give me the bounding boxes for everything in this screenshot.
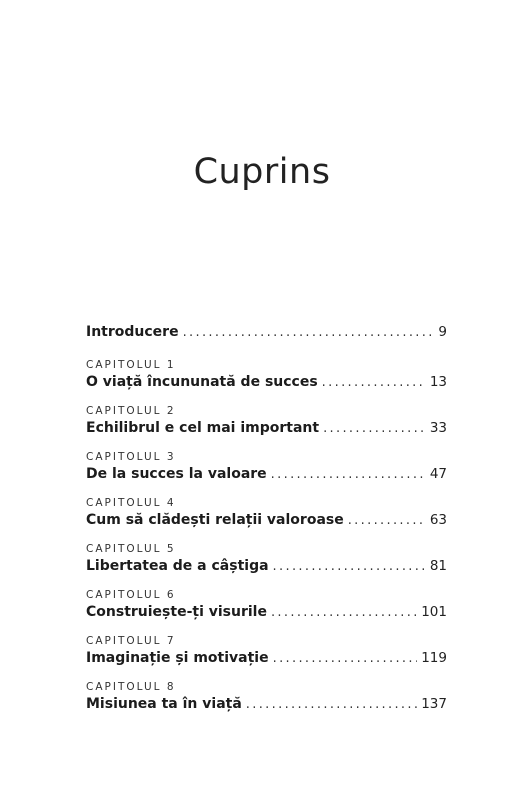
- toc-row: [86, 464, 447, 484]
- chapter-label: CAPITOLUL 2: [86, 405, 176, 417]
- toc-entry-chapter-2: [86, 404, 447, 438]
- toc-entry-title: Echilibrul e cel mai important: [86, 420, 320, 436]
- chapter-label: CAPITOLUL 7: [86, 635, 176, 647]
- dot-leader: [273, 649, 418, 669]
- dot-leader: [183, 323, 435, 343]
- toc-row: [86, 648, 447, 668]
- toc-page-number: 63: [429, 512, 447, 528]
- dot-leader: [322, 373, 426, 393]
- toc-row: [86, 510, 447, 530]
- dot-leader: [271, 603, 417, 623]
- dot-leader: [271, 465, 426, 485]
- toc-entry-intro: [86, 322, 447, 342]
- chapter-label: CAPITOLUL 1: [86, 359, 176, 371]
- toc-row: [86, 694, 447, 714]
- toc-entry-title: Libertatea de a câștiga: [86, 558, 269, 574]
- chapter-label: CAPITOLUL 4: [86, 497, 176, 509]
- toc-row: [86, 418, 447, 438]
- toc-entry-chapter-4: [86, 496, 447, 530]
- toc-page-number: 81: [429, 558, 447, 574]
- dot-leader: [246, 695, 417, 715]
- toc-entry-chapter-8: [86, 680, 447, 714]
- toc-page-number: 137: [421, 696, 447, 712]
- chapter-label: CAPITOLUL 8: [86, 681, 176, 693]
- toc-page-number: 47: [429, 466, 447, 482]
- toc-page-number: 119: [421, 650, 447, 666]
- chapter-label: CAPITOLUL 6: [86, 589, 176, 601]
- toc-page-number: 101: [421, 604, 447, 620]
- toc-entry-chapter-3: [86, 450, 447, 484]
- toc-row: [86, 372, 447, 392]
- toc-entry-title: Construiește-ți visurile: [86, 604, 267, 620]
- toc-page-number: 13: [429, 374, 447, 390]
- toc-entry-chapter-7: [86, 634, 447, 668]
- chapter-label: CAPITOLUL 5: [86, 543, 176, 555]
- toc-entry-title: De la succes la valoare: [86, 466, 267, 482]
- toc-entry-title: Imaginație și motivație: [86, 650, 269, 666]
- toc-page-number: 9: [438, 324, 447, 340]
- toc-row: [86, 602, 447, 622]
- toc-entry-title: O viață încununată de succes: [86, 374, 318, 390]
- dot-leader: [273, 557, 426, 577]
- table-of-contents: [86, 322, 447, 714]
- dot-leader: [348, 511, 426, 531]
- dot-leader: [323, 419, 426, 439]
- page-title: Cuprins: [193, 152, 331, 192]
- toc-entry-chapter-6: [86, 588, 447, 622]
- toc-row: [86, 322, 447, 342]
- toc-entry-title: Introducere: [86, 324, 179, 340]
- toc-entry-title: Misiunea ta în viață: [86, 696, 242, 712]
- toc-entry-chapter-5: [86, 542, 447, 576]
- chapter-label: CAPITOLUL 3: [86, 451, 176, 463]
- toc-page-number: 33: [429, 420, 447, 436]
- toc-entry-title: Cum să clădești relații valoroase: [86, 512, 344, 528]
- toc-entry-chapter-1: [86, 358, 447, 392]
- toc-row: [86, 556, 447, 576]
